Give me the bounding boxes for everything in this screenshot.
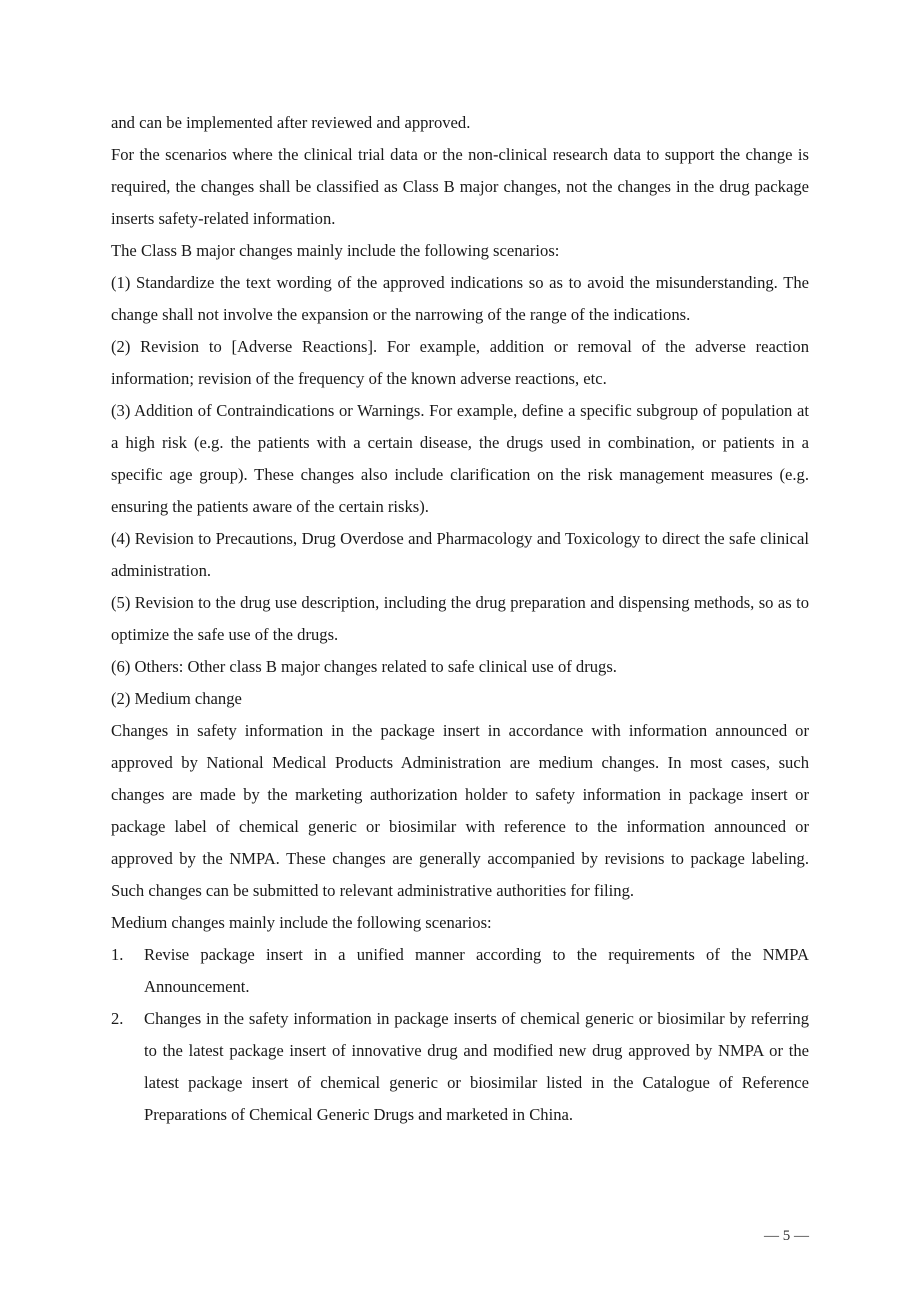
list-item-text: Changes in the safety information in package inserts of chemical generic or biosimilar by referring to the latest package insert of innovative drug and modified new drug approved by NMPA or the latest package insert of chemical generic or biosimilar listed in the Catalogue of Reference Preparations of Chemical Generic Drugs and marketed in China.: [144, 1009, 809, 1124]
scenario-item-4: (4) Revision to Precautions, Drug Overdose and Pharmacology and Toxicology to direct the safe clinical administration.: [111, 529, 809, 580]
scenario-item-1: (1) Standardize the text wording of the approved indications so as to avoid the misunderstanding. The change shall not involve the expansion or the narrowing of the range of the indications.: [111, 273, 809, 324]
scenario-item-2: (2) Revision to [Adverse Reactions]. For example, addition or removal of the adverse reaction information; revision of the frequency of the known adverse reactions, etc.: [111, 337, 809, 388]
list-item: [111, 1003, 809, 1131]
list-item: [111, 939, 809, 1003]
list-item-text: Revise package insert in a unified manner according to the requirements of the NMPA Announcement.: [144, 945, 809, 996]
section-heading: (2) Medium change: [111, 689, 242, 708]
list-item-number: 2.: [111, 1009, 124, 1028]
paragraph: For the scenarios where the clinical trial data or the non-clinical research data to support the change is required, the changes shall be classified as Class B major changes, not the changes in the drug package inserts safety-related information.: [111, 145, 809, 228]
page-number: — 5 —: [764, 1228, 809, 1244]
paragraph: Changes in safety information in the package insert in accordance with information announced or approved by National Medical Products Administration are medium changes. In most cases, such changes are made by the marketing authorization holder to safety information in package insert or package label of chemical generic or biosimilar with reference to the information announced or approved by the NMPA. These changes are generally accompanied by revisions to package labeling. Such changes can be submitted to relevant administrative authorities for filing.: [111, 721, 809, 900]
scenario-item-6: (6) Others: Other class B major changes related to safe clinical use of drugs.: [111, 657, 617, 676]
paragraph: The Class B major changes mainly include the following scenarios:: [111, 241, 560, 260]
paragraph: and can be implemented after reviewed and approved.: [111, 113, 471, 132]
paragraph: Medium changes mainly include the following scenarios:: [111, 913, 492, 932]
numbered-list: [111, 939, 809, 1131]
document-body: [111, 107, 809, 1131]
list-item-number: 1.: [111, 945, 124, 964]
scenario-item-5: (5) Revision to the drug use description, including the drug preparation and dispensing methods, so as to optimize the safe use of the drugs.: [111, 593, 809, 644]
scenario-item-3: (3) Addition of Contraindications or Warnings. For example, define a specific subgroup of population at a high risk (e.g. the patients with a certain disease, the drugs used in combination, or patients in a specific age group). These changes also include clarification on the risk management measures (e.g. ensuring the patients aware of the certain risks).: [111, 401, 809, 516]
